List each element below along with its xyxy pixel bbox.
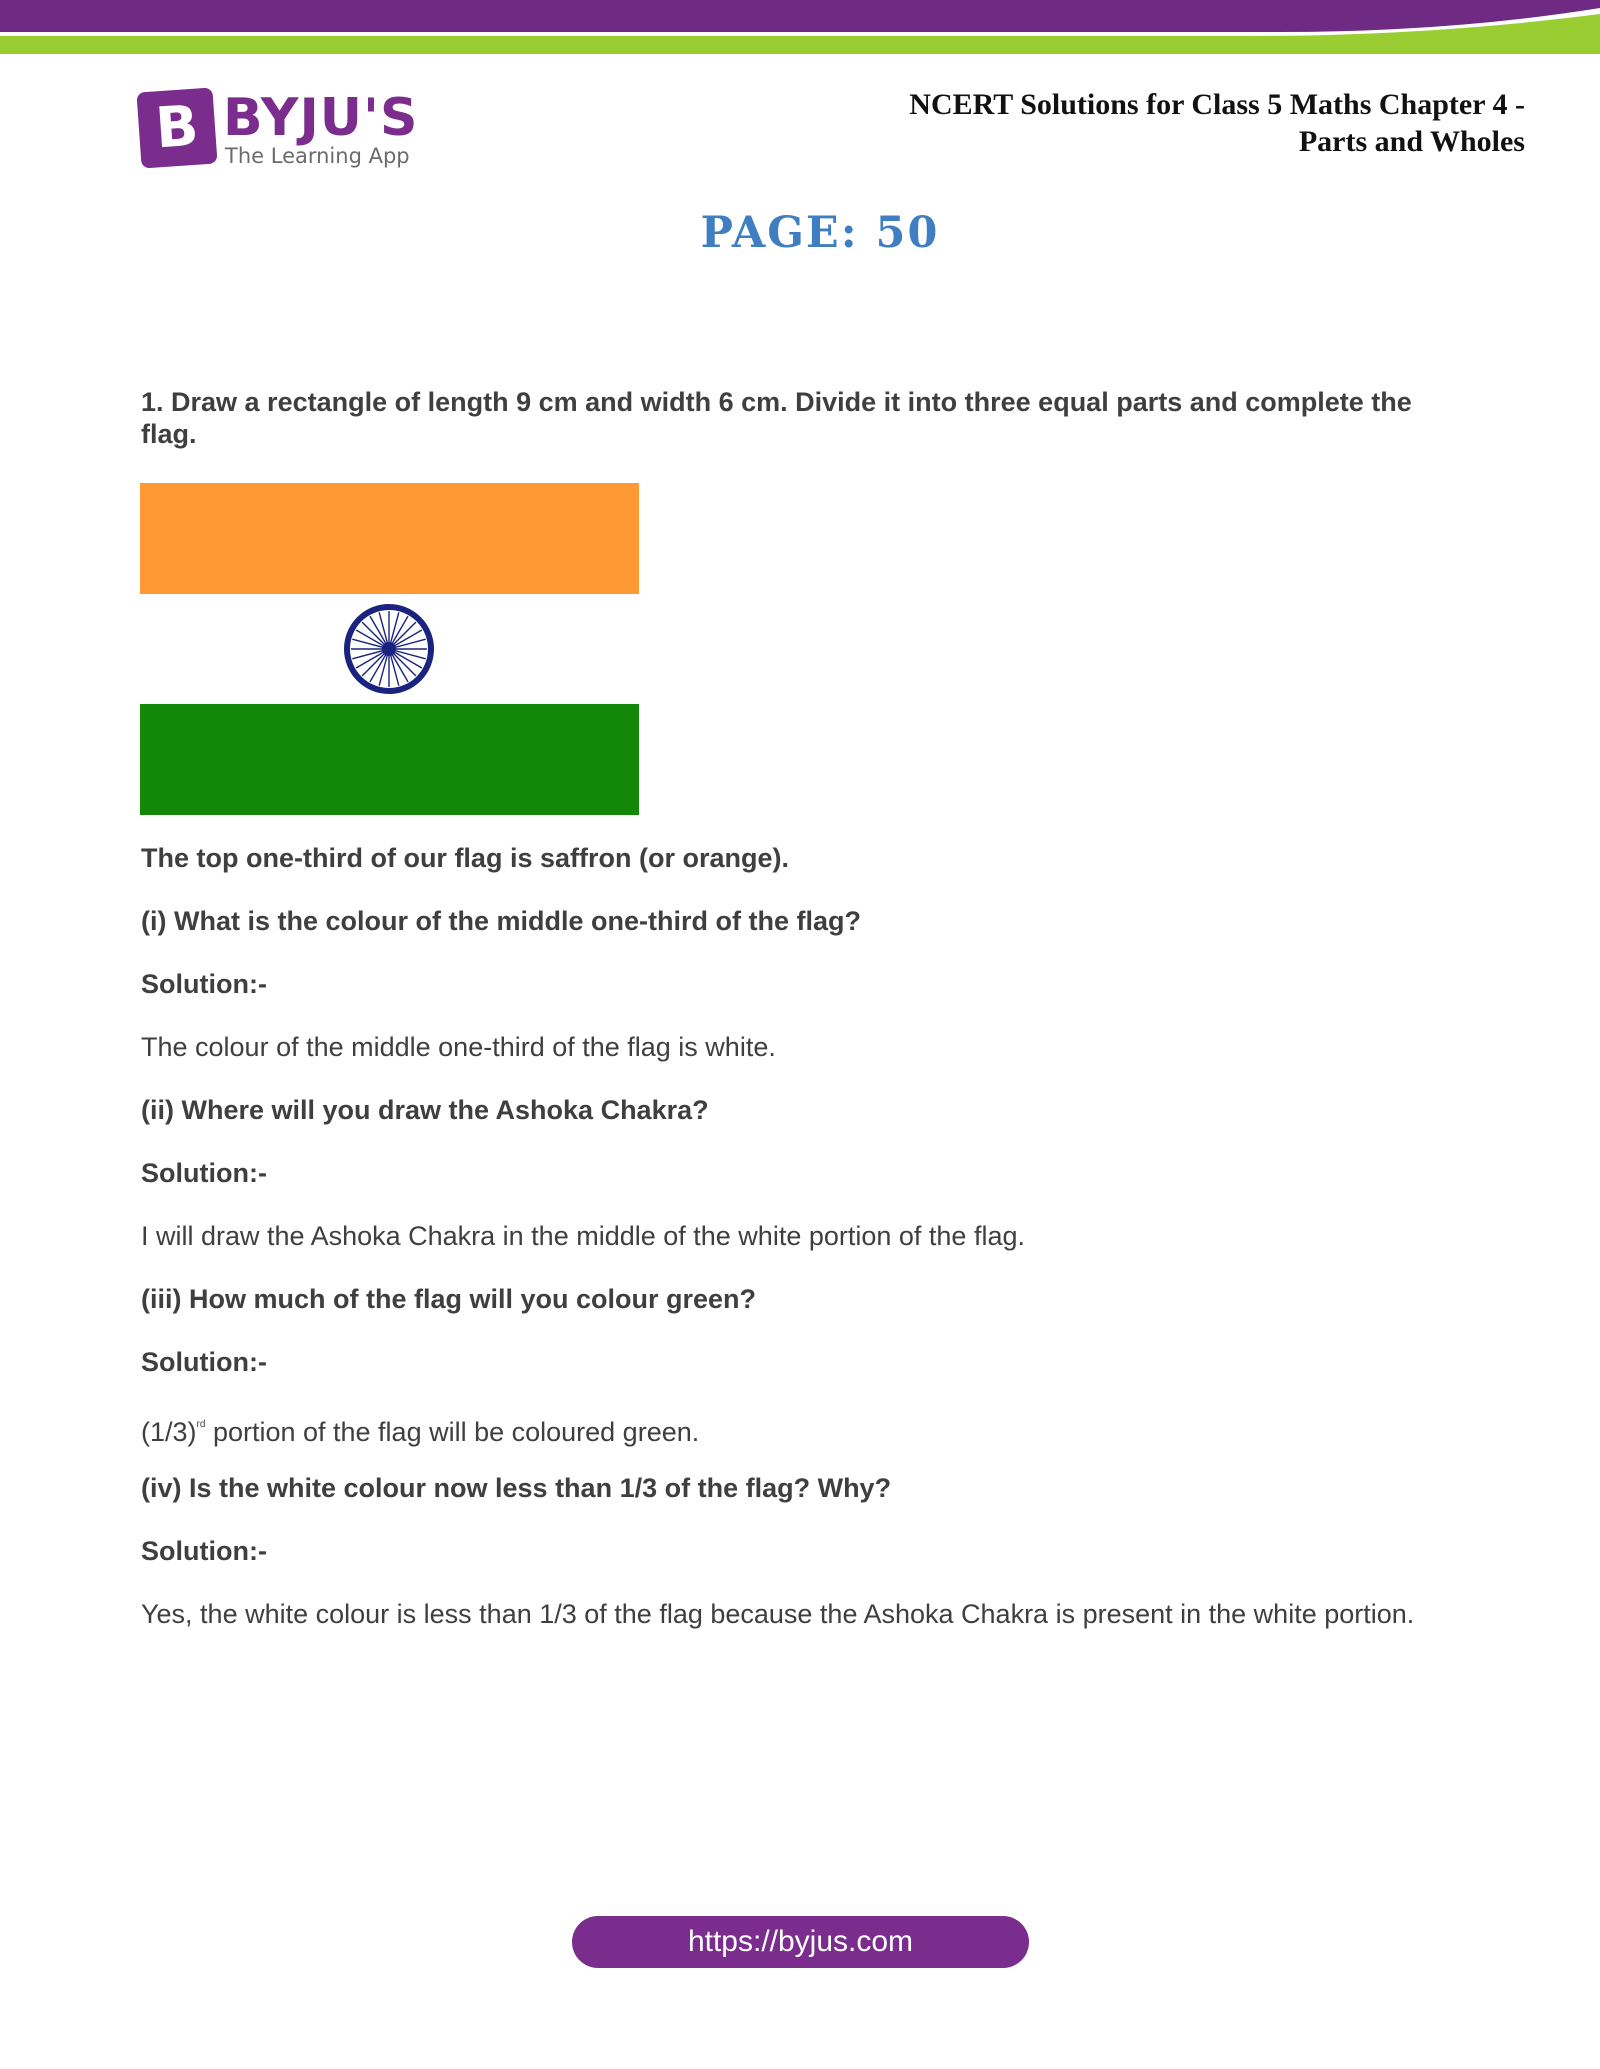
solutions-content xyxy=(141,840,1501,1659)
solution-label-iv: Solution:- xyxy=(141,1536,267,1566)
byjus-logo-mark: B xyxy=(136,87,217,168)
document-title-line-2: Parts and Wholes xyxy=(1298,125,1525,158)
answer-ii: I will draw the Ashoka Chakra in the middle of the white portion of the flag. xyxy=(141,1221,1025,1251)
ashoka-chakra-icon xyxy=(347,607,431,691)
question-iii: (iii) How much of the flag will you colour green? xyxy=(141,1284,757,1314)
brand-tagline: The Learning App xyxy=(225,144,410,168)
question-ii: (ii) Where will you draw the Ashoka Chakra? xyxy=(141,1095,709,1125)
byjus-logo xyxy=(139,88,419,172)
header-color-band xyxy=(0,0,1600,60)
answer-iii-ordinal: rd xyxy=(196,1419,206,1430)
document-title-line-1: NCERT Solutions for Class 5 Maths Chapter 4 - xyxy=(909,88,1525,121)
answer-iii-text: portion of the flag will be coloured green. xyxy=(205,1417,700,1447)
question-1: 1. Draw a rectangle of length 9 cm and width 6 cm. Divide it into three equal parts and complete the flag. xyxy=(141,387,1412,449)
flag-saffron-band xyxy=(140,483,639,594)
answer-iv: Yes, the white colour is less than 1/3 of the flag because the Ashoka Chakra is present in the white portion. xyxy=(141,1599,1415,1629)
solution-label-ii: Solution:- xyxy=(141,1158,267,1188)
flag-intro-text: The top one-third of our flag is saffron (or orange). xyxy=(141,843,789,873)
question-i: (i) What is the colour of the middle one-third of the flag? xyxy=(141,906,861,936)
document-title xyxy=(805,86,1525,160)
solution-label-iii: Solution:- xyxy=(141,1347,267,1377)
brand-name: BYJU'S xyxy=(223,88,419,148)
answer-iii xyxy=(141,1407,1501,1470)
flag-green-band xyxy=(140,704,639,815)
answer-i: The colour of the middle one-third of the flag is white. xyxy=(141,1032,776,1062)
solution-label-i: Solution:- xyxy=(141,969,267,999)
footer-url-link[interactable]: https://byjus.com xyxy=(572,1916,1029,1968)
indian-flag-illustration xyxy=(140,483,639,815)
answer-iii-fraction: (1/3) xyxy=(141,1417,197,1447)
page-label: PAGE: 50 xyxy=(700,208,940,258)
question-iv: (iv) Is the white colour now less than 1/3 of the flag? Why? xyxy=(141,1473,892,1503)
